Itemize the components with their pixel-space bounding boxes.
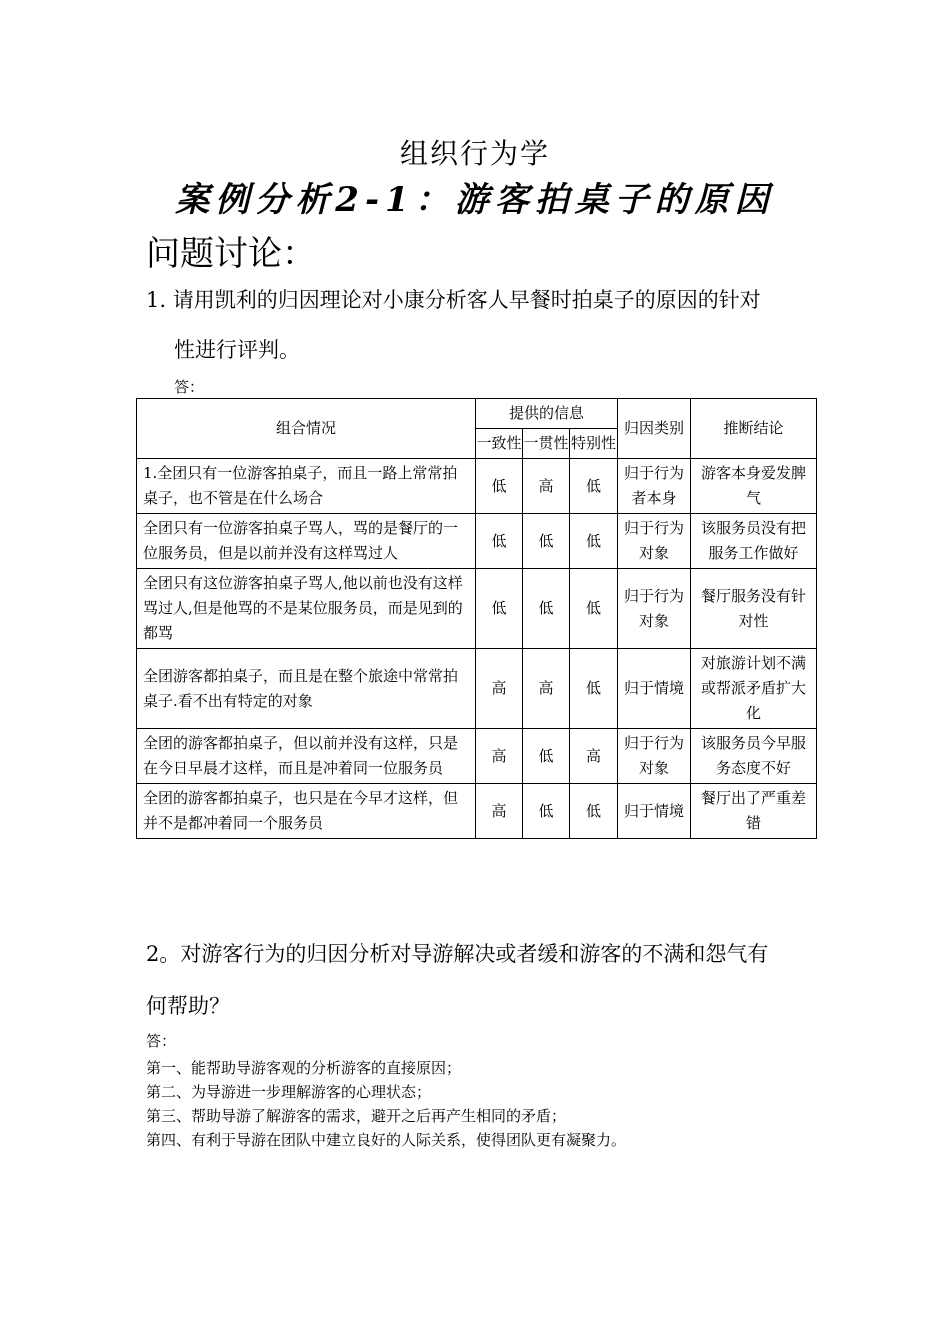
cell-conclusion: 餐厅服务没有针对性 — [691, 569, 817, 649]
cell-consistency: 高 — [523, 649, 570, 729]
cell-consistency: 低 — [523, 784, 570, 839]
cell-consensus: 低 — [476, 459, 523, 514]
answer-label: 答： — [174, 378, 205, 396]
cell-consensus: 高 — [476, 649, 523, 729]
cell-distinctiveness: 低 — [570, 569, 618, 649]
cell-consistency: 低 — [523, 514, 570, 569]
table-row — [137, 729, 817, 784]
list-item: 第一、能帮助导游客观的分析游客的直接原因； — [146, 1059, 462, 1077]
header-info: 提供的信息 — [476, 399, 618, 429]
course-title: 组织行为学 — [399, 137, 550, 170]
header-consensus: 一致性 — [476, 429, 523, 459]
cell-attribution: 归于行为对象 — [618, 569, 691, 649]
header-conclusion: 推断结论 — [691, 399, 817, 459]
answer-2-label: 答： — [146, 1032, 177, 1050]
section-heading: 问题讨论： — [146, 234, 316, 274]
cell-situation: 全团的游客都拍桌子，但以前并没有这样，只是在今日早晨才这样，而且是冲着同一位服务员 — [137, 729, 476, 784]
cell-consistency: 低 — [523, 729, 570, 784]
table-row — [137, 514, 817, 569]
case-title: 案例分析2-1：游客拍桌子的原因 — [175, 180, 775, 220]
cell-attribution: 归于情境 — [618, 649, 691, 729]
cell-distinctiveness: 低 — [570, 514, 618, 569]
cell-situation: 1.全团只有一位游客拍桌子，而且一路上常常拍桌子，也不管是在什么场合 — [137, 459, 476, 514]
table-row — [137, 569, 817, 649]
cell-conclusion: 对旅游计划不满或帮派矛盾扩大化 — [691, 649, 817, 729]
cell-conclusion: 餐厅出了严重差错 — [691, 784, 817, 839]
cell-consensus: 低 — [476, 514, 523, 569]
cell-conclusion: 该服务员今早服务态度不好 — [691, 729, 817, 784]
question-2-continuation: 何帮助？ — [146, 994, 230, 1018]
cell-attribution: 归于情境 — [618, 784, 691, 839]
cell-consistency: 低 — [523, 569, 570, 649]
list-item: 第三、帮助导游了解游客的需求，避开之后再产生相同的矛盾； — [146, 1107, 567, 1125]
cell-attribution: 归于行为对象 — [618, 729, 691, 784]
cell-situation: 全团的游客都拍桌子，也只是在今早才这样，但并不是都冲着同一个服务员 — [137, 784, 476, 839]
cell-situation: 全团游客都拍桌子，而且是在整个旅途中常常拍桌子.看不出有特定的对象 — [137, 649, 476, 729]
cell-consensus: 高 — [476, 784, 523, 839]
table-row — [137, 459, 817, 514]
attribution-table — [136, 398, 817, 839]
cell-distinctiveness: 高 — [570, 729, 618, 784]
list-item: 第二、为导游进一步理解游客的心理状态； — [146, 1083, 432, 1101]
cell-conclusion: 该服务员没有把服务工作做好 — [691, 514, 817, 569]
question-2: 2。对游客行为的归因分析对导游解决或者缓和游客的不满和怨气有 — [146, 942, 769, 966]
header-consistency: 一贯性 — [523, 429, 570, 459]
cell-attribution: 归于行为对象 — [618, 514, 691, 569]
cell-distinctiveness: 低 — [570, 649, 618, 729]
cell-attribution: 归于行为者本身 — [618, 459, 691, 514]
answer-2-points — [146, 1056, 846, 1152]
cell-situation: 全团只有一位游客拍桌子骂人，骂的是餐厅的一位服务员，但是以前并没有这样骂过人 — [137, 514, 476, 569]
cell-distinctiveness: 低 — [570, 784, 618, 839]
cell-consistency: 高 — [523, 459, 570, 514]
table-row — [137, 649, 817, 729]
question-1: 1. 请用凯利的归因理论对小康分析客人早餐时拍桌子的原因的针对 — [146, 288, 761, 312]
cell-conclusion: 游客本身爱发脾气 — [691, 459, 817, 514]
list-item: 第四、有利于导游在团队中建立良好的人际关系，使得团队更有凝聚力。 — [146, 1131, 627, 1149]
cell-distinctiveness: 低 — [570, 459, 618, 514]
table-row — [137, 784, 817, 839]
cell-situation: 全团只有这位游客拍桌子骂人,他以前也没有这样骂过人,但是他骂的不是某位服务员，而是见到的都骂 — [137, 569, 476, 649]
cell-consensus: 高 — [476, 729, 523, 784]
header-situation: 组合情况 — [137, 399, 476, 459]
header-distinctiveness: 特别性 — [570, 429, 618, 459]
cell-consensus: 低 — [476, 569, 523, 649]
header-attribution: 归因类别 — [618, 399, 691, 459]
question-1-continuation: 性进行评判。 — [174, 338, 300, 362]
